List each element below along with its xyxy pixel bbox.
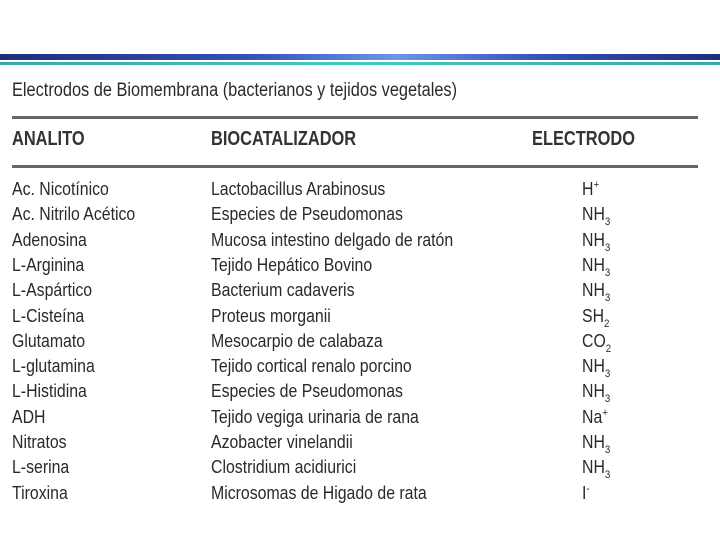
electrodo-cell	[582, 306, 609, 330]
biocatalizador-cell: Azobacter vinelandii	[211, 432, 353, 452]
table-row	[0, 204, 720, 229]
electrodo-cell	[582, 381, 610, 405]
analito-cell: ADH	[12, 406, 46, 427]
electrodo-base: SH	[582, 305, 605, 326]
biocatalizador-cell: Tejido Hepático Bovino	[211, 254, 373, 275]
electrodo-cell	[582, 483, 590, 507]
electrodo-subscript: 3	[604, 241, 611, 254]
electrodo-base: I	[582, 482, 587, 503]
table-row	[0, 230, 720, 255]
electrodo-cell	[582, 331, 611, 355]
biocatalizador-cell: Clostridium acidiurici	[211, 457, 357, 478]
analito-cell: Glutamato	[12, 330, 86, 351]
biocatalizador-cell: Mucosa intestino delgado de ratón	[211, 229, 454, 250]
divider	[12, 116, 698, 119]
electrodo-base: H	[582, 179, 594, 199]
biocatalizador-cell: Proteus morganii	[211, 305, 331, 326]
electrodo-cell	[582, 179, 599, 203]
electrodo-base: NH	[582, 457, 605, 478]
electrodo-cell	[582, 432, 610, 456]
electrodo-subscript: 3	[604, 444, 611, 456]
analito-cell: Ac. Nitrilo Acético	[12, 204, 136, 225]
table-row	[0, 306, 720, 331]
biocatalizador-cell: Especies de Pseudomonas	[211, 381, 403, 402]
table-row	[0, 331, 720, 356]
analito-cell: L-Histidina	[12, 381, 87, 402]
electrodo-base: NH	[582, 229, 605, 250]
table-row	[0, 457, 720, 482]
electrodo-subscript: 2	[604, 317, 610, 330]
electrodo-cell	[582, 255, 610, 279]
electrodo-superscript: -	[586, 482, 590, 495]
electrodo-subscript: 3	[604, 292, 611, 305]
electrodo-base: NH	[582, 381, 605, 402]
header-band	[0, 54, 720, 60]
table-row	[0, 432, 720, 457]
table-row	[0, 179, 720, 204]
electrodo-subscript: 3	[604, 216, 611, 229]
electrodo-subscript: 3	[604, 469, 611, 482]
electrodo-cell	[582, 356, 610, 380]
electrodo-base: NH	[582, 432, 605, 452]
electrodo-cell	[582, 457, 610, 481]
analito-cell: L-Arginina	[12, 254, 85, 275]
electrodo-cell	[582, 230, 610, 254]
analito-cell: L-Cisteína	[12, 305, 85, 326]
biocatalizador-cell: Lactobacillus Arabinosus	[211, 179, 386, 199]
electrodo-cell	[582, 204, 610, 228]
analito-cell: Ac. Nicotínico	[12, 179, 109, 199]
biocatalizador-cell: Mesocarpio de calabaza	[211, 330, 383, 351]
electrodo-cell	[582, 407, 608, 431]
biocatalizador-cell: Bacterium cadaveris	[211, 280, 355, 301]
electrodo-base: CO	[582, 330, 606, 351]
analito-cell: L-serina	[12, 457, 70, 478]
table-row	[0, 407, 720, 432]
electrodo-superscript: +	[602, 406, 608, 419]
biocatalizador-cell: Microsomas de Higado de rata	[211, 482, 427, 503]
column-header-biocatalizador: BIOCATALIZADOR	[211, 128, 357, 150]
table-row	[0, 483, 720, 508]
biocatalizador-cell: Tejido vegiga urinaria de rana	[211, 406, 419, 427]
analito-cell: L-Aspártico	[12, 280, 93, 301]
divider	[12, 165, 698, 168]
electrodo-superscript: +	[593, 179, 600, 191]
analito-cell: L-glutamina	[12, 356, 95, 377]
electrodo-base: NH	[582, 254, 605, 275]
table-row	[0, 280, 720, 305]
electrodo-base: Na	[582, 406, 603, 427]
table-row	[0, 381, 720, 406]
header-accent-line	[0, 62, 720, 65]
analito-cell: Tiroxina	[12, 482, 68, 503]
electrodo-subscript: 3	[604, 266, 611, 279]
table-row	[0, 356, 720, 381]
electrodo-subscript: 3	[604, 393, 611, 406]
electrodo-subscript: 3	[604, 368, 611, 381]
electrodo-base: NH	[582, 280, 605, 301]
analito-cell: Adenosina	[12, 229, 87, 250]
electrodo-subscript: 2	[605, 342, 612, 355]
table-title: Electrodos de Biomembrana (bacterianos y tejidos vegetales)	[12, 80, 458, 101]
biocatalizador-cell: Especies de Pseudomonas	[211, 204, 403, 225]
biocatalizador-cell: Tejido cortical renalo porcino	[211, 356, 412, 377]
table-row	[0, 255, 720, 280]
electrodo-base: NH	[582, 356, 605, 377]
analito-cell: Nitratos	[12, 432, 67, 452]
electrodo-cell	[582, 280, 610, 304]
electrodo-base: NH	[582, 204, 605, 225]
column-header-analito: ANALITO	[12, 128, 85, 150]
column-header-electrodo: ELECTRODO	[532, 128, 635, 150]
